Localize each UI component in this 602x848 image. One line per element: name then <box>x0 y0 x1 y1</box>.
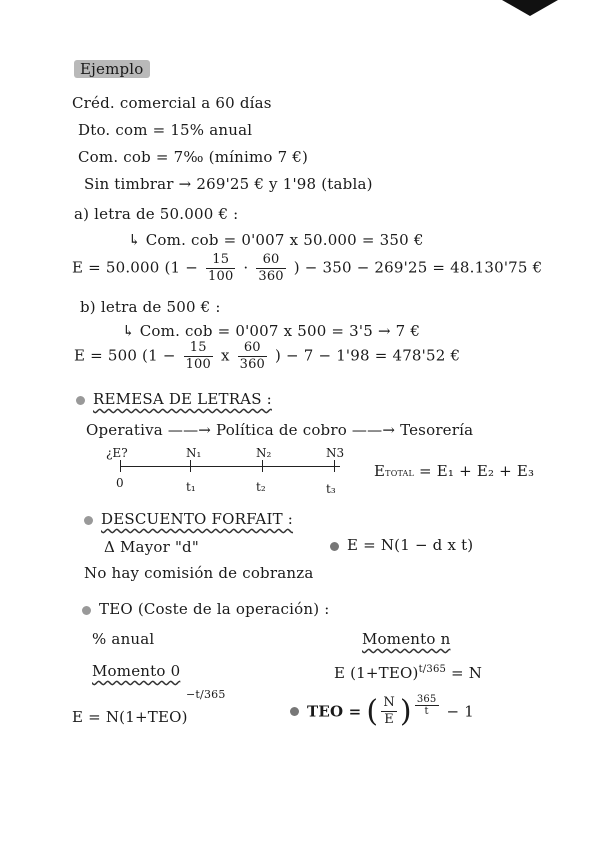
part-b-comision: ↳ Com. cob = 0'007 x 500 = 3'5 → 7 € <box>122 322 421 340</box>
timeline-tick <box>120 460 121 472</box>
remesa-title: REMESA DE LETRAS : <box>93 390 272 408</box>
teo-exponent: $\frac{365}{t}$ <box>416 694 437 717</box>
forfait-mayor: Δ Mayor "d" <box>104 538 199 556</box>
bullet-icon <box>84 516 93 525</box>
b-fraction-rate: $\frac{15}{100}$ <box>185 340 211 372</box>
timeline-t2-label: t₂ <box>256 480 266 494</box>
timeline-axis <box>120 466 340 467</box>
teo-anual: % anual <box>92 630 155 648</box>
b-fraction-days: $\frac{60}{360}$ <box>239 340 266 372</box>
etotal-rhs: = E₁ + E₂ + E₃ <box>414 462 535 480</box>
teo-formula: TEO = ( $\frac{N}{E}$ ) $\frac{365}{t}$ − 1 <box>290 694 474 729</box>
corner-mark <box>502 0 558 16</box>
timeline-n3-label: N3 <box>326 446 345 460</box>
remesa-heading <box>76 390 272 408</box>
a-fraction-days: $\frac{60}{360}$ <box>258 252 284 284</box>
line-credito: Créd. comercial a 60 días <box>72 94 272 112</box>
teo-fraction: $\frac{N}{E}$ <box>383 695 395 727</box>
part-a-equation <box>72 252 542 285</box>
momento-n-heading <box>362 630 450 648</box>
part-a-title: a) letra de 50.000 € : <box>74 205 239 223</box>
example-heading <box>74 60 150 78</box>
teo-rhs: − 1 <box>446 702 474 721</box>
etotal-e: E <box>374 462 386 480</box>
a-eq-pre: E = 50.000 (1 − <box>72 258 199 277</box>
momento-0-formula: E = N(1+TEO) <box>72 708 188 726</box>
momento-n-title: Momento n <box>362 630 451 648</box>
timeline-n1-label: N₁ <box>186 446 202 460</box>
etotal-formula <box>374 462 534 480</box>
teo-title: TEO (Coste de la operación) : <box>99 600 330 618</box>
teo-heading <box>82 600 330 618</box>
b-eq-post: ) − 7 − 1'98 = 478'52 € <box>274 346 461 365</box>
part-b-title: b) letra de 500 € : <box>80 298 221 316</box>
forfait-heading <box>84 510 293 528</box>
a-eq-post: ) − 350 − 269'25 = 48.130'75 € <box>293 258 543 277</box>
timeline-t3-label: t₃ <box>326 482 336 496</box>
timeline-tick <box>334 460 335 472</box>
line-descuento: Dto. com = 15% anual <box>78 121 253 139</box>
bullet-icon <box>76 396 85 405</box>
part-a-comision: ↳ Com. cob = 0'007 x 50.000 = 350 € <box>128 231 424 249</box>
bullet-icon <box>330 542 339 551</box>
timeline-n2-label: N₂ <box>256 446 272 460</box>
forfait-formula-text: E = N(1 − d x t) <box>347 536 474 554</box>
momento-n-rhs: = N <box>446 664 483 682</box>
example-heading-text: Ejemplo <box>74 60 150 78</box>
timeline-0-label: 0 <box>116 476 124 490</box>
b-times: x <box>220 346 230 365</box>
forfait-title: DESCUENTO FORFAIT : <box>101 510 294 528</box>
line-timbre: Sin timbrar → 269'25 € y 1'98 (tabla) <box>84 175 373 193</box>
timeline-tick <box>262 460 263 472</box>
a-dot: · <box>243 258 249 277</box>
line-comision: Com. cob = 7‰ (mínimo 7 €) <box>78 148 309 166</box>
momento-n-formula <box>334 664 482 682</box>
bullet-icon <box>82 606 91 615</box>
a-fraction-rate: $\frac{15}{100}$ <box>208 252 234 284</box>
timeline-e-label: ¿E? <box>106 446 128 460</box>
forfait-note: No hay comisión de cobranza <box>84 564 314 582</box>
timeline-t1-label: t₁ <box>186 480 196 494</box>
teo-formula-lhs: TEO = <box>307 702 362 721</box>
momento-n-exp: t/365 <box>418 664 447 675</box>
forfait-formula <box>330 536 473 554</box>
momento-n-formula-text: E (1+TEO) <box>334 664 419 682</box>
momento-0-exponent: −t/365 <box>186 688 226 701</box>
etotal-sub: TOTAL <box>385 469 415 478</box>
timeline-tick <box>190 460 191 472</box>
bullet-icon <box>290 707 299 716</box>
momento-0-heading <box>92 662 180 680</box>
momento-0-title: Momento 0 <box>92 662 181 680</box>
remesa-flow: Operativa ——→ Política de cobro ——→ Tesorería <box>86 421 474 439</box>
b-eq-pre: E = 500 (1 − <box>74 346 176 365</box>
part-b-equation <box>74 340 460 373</box>
